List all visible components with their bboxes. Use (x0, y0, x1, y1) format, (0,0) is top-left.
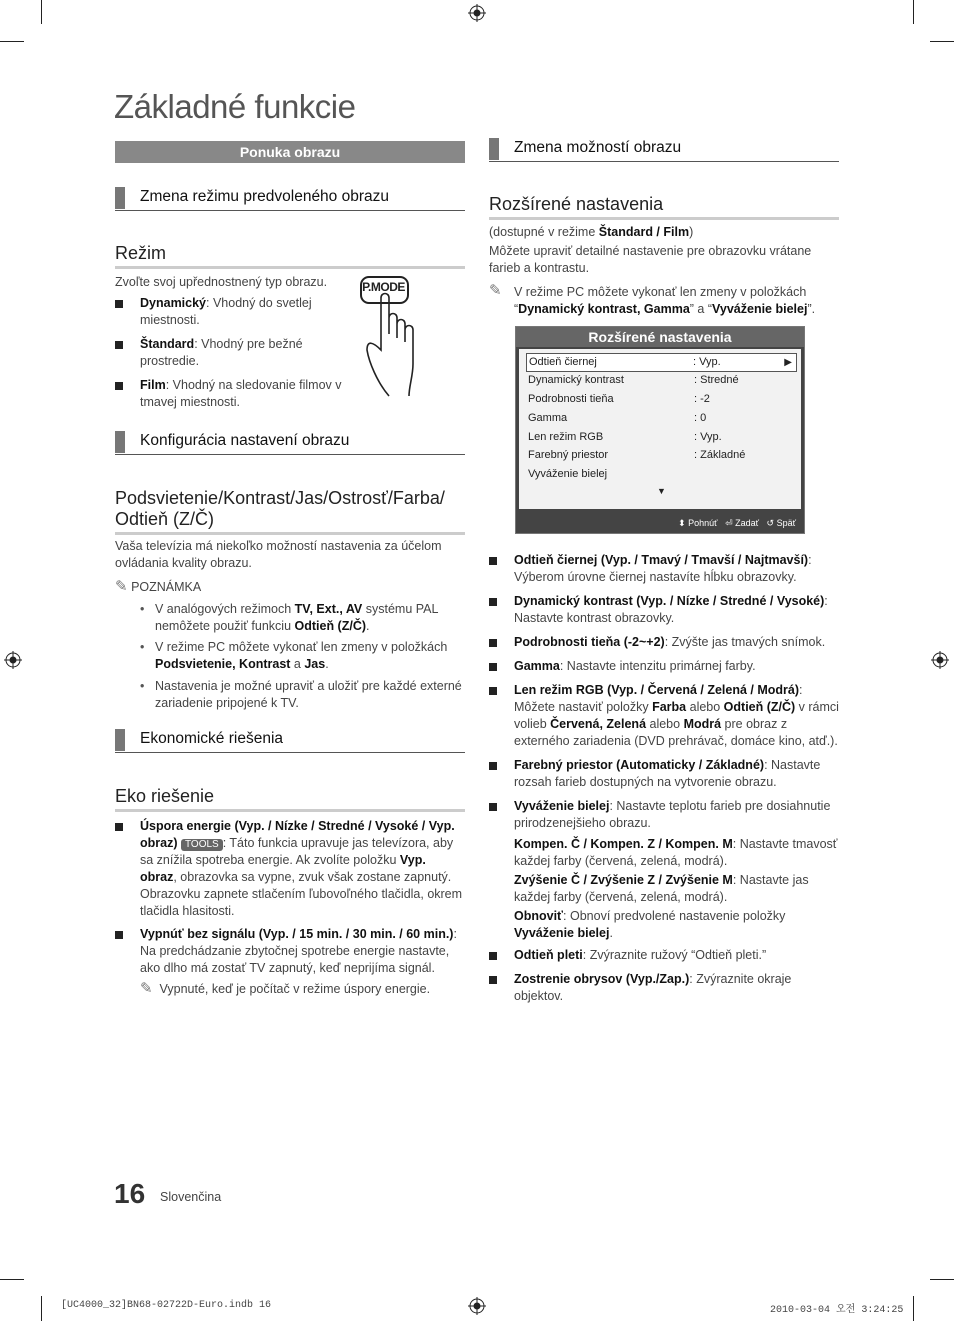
osd-row[interactable]: Farebný priestor : Základné (528, 449, 746, 461)
move-icon: ⬍ (678, 518, 686, 528)
return-icon: ↺ (766, 518, 775, 528)
crop-mark (0, 1279, 24, 1280)
backlight-intro: Vaša televízia má niekoľko možností nastavenia za účelom ovládania kvality obrazu. (115, 539, 442, 570)
registration-mark-icon (468, 1297, 486, 1315)
osd-footer: ⬍ Pohnúť ⏎ Zadať ↺ Späť (678, 518, 796, 528)
list-item: Úspora energie (Vyp. / Nízke / Stredné / Vysoké / Vyp. obraz) TOOLS : Táto funkcia upravuje jas televízora, aby sa znížila spotreba energie. Ak zvolíte položku Vyp. obraz, obrazovka sa vypne, zvuk však zostane zapnutý. Obrazovku zapnete stlačením ľubovoľného tlačidla, okrem tlačidla hlasitosti. (115, 818, 465, 926)
backlight-heading: Podsvietenie/Kontrast/Jas/Ostrosť/Farba/ Odtieň (Z/Č) (115, 488, 465, 535)
file-info: [UC4000_32]BN68-02722D-Euro.indb 16 (61, 1300, 272, 1311)
advanced-heading: Rozšírené nastavenia (489, 194, 839, 220)
list-item: Len režim RGB (Vyp. / Červená / Zelená / Modrá): Môžete nastaviť položky Farba alebo Odtieň (Z/Č) v rámci volieb Červená, Zelená alebo Modrá pre obraz z externého zariadenia (DVD prehrávač, domáce kino, atď.). (489, 682, 839, 757)
arrow-right-icon: ▶ (784, 357, 792, 368)
section-title: Zmena režimu predvoleného obrazu (140, 188, 389, 205)
list-item: Odtieň čiernej (Vyp. / Tmavý / Tmavší / Najtmavší): Výberom úrovne čiernej nastavíte hĺbku obrazovky. (489, 552, 839, 593)
section-header (489, 139, 839, 162)
eko-note: ✎ Vypnuté, keď je počítač v režime úspory energie. (140, 980, 431, 997)
osd-row[interactable]: Podrobnosti tieňa : -2 (528, 393, 710, 405)
list-item: Vypnúť bez signálu (Vyp. / 15 min. / 30 min. / 60 min.): Na predchádzanie zbytočnej spotrebe energie nastavte, ako dlho má zostať TV zapnutý, keď neprijíma signál. (115, 926, 465, 977)
note-list (140, 601, 465, 712)
list-item: Film: Vhodný na sledovanie filmov v tmavej miestnosti. (115, 377, 345, 413)
section-header (115, 188, 465, 211)
crop-mark (913, 1296, 914, 1321)
pencil-icon: ✎ (115, 578, 128, 595)
pencil-icon: ✎ (140, 980, 153, 997)
crop-mark (930, 1279, 954, 1280)
note-label: POZNÁMKA (131, 580, 202, 594)
eko-heading: Eko riešenie (115, 786, 465, 812)
list-item: Gamma: Nastavte intenzitu primárnej farby. (489, 658, 839, 682)
enter-icon: ⏎ (725, 518, 733, 528)
crop-mark (41, 1296, 42, 1321)
sub-item: Zvýšenie Č / Zvýšenie Z / Zvýšenie M: Nastavte jas každej farby (červená, zelená, modrá). (514, 873, 809, 904)
osd-row-selected[interactable]: Odtieň čiernej : Vyp. ▶ (526, 353, 797, 372)
section-title: Konfigurácia nastavení obrazu (140, 432, 350, 449)
rezim-heading: Režim (115, 243, 465, 269)
note-header (115, 578, 455, 596)
list-item: Farebný priestor (Automaticky / Základné): Nastavte rozsah farieb dostupných na vytvorenie obrazu. (489, 757, 839, 798)
pmode-button-label: P.MODE (362, 280, 405, 294)
advanced-intro: Môžete upraviť detailné nastavenie pre obrazovku vrátane farieb a kontrastu. (489, 244, 812, 275)
registration-mark-icon (931, 651, 949, 669)
availability-text: (dostupné v režime Štandard / Film) (489, 225, 694, 239)
advanced-items-list (489, 552, 839, 1003)
page-title: Základné funkcie (114, 88, 356, 125)
crop-mark (41, 0, 42, 24)
crop-mark (930, 41, 954, 42)
list-item: Vyváženie bielej: Nastavte teplotu farieb pre dosiahnutie prirodzenejšieho obrazu. (489, 798, 839, 836)
osd-row[interactable]: Vyváženie bielej (528, 468, 608, 480)
crop-mark (913, 0, 914, 24)
list-item: • Nastavenia je možné upraviť a uložiť pre každé externé zariadenie pripojené k TV. (140, 679, 462, 710)
tools-badge: TOOLS (181, 839, 223, 851)
osd-panel (519, 349, 801, 509)
sub-item: Obnoviť: Obnoví predvolené nastavenie položky Vyváženie bielej. (514, 909, 786, 940)
list-item: Dynamický: Vhodný do svetlej miestnosti. (115, 295, 345, 336)
osd-row[interactable]: Dynamický kontrast : Stredné (528, 374, 739, 386)
section-header (115, 730, 465, 753)
list-item: Štandard: Vhodný pre bežné prostredie. (115, 336, 345, 377)
language-label: Slovenčina (160, 1190, 222, 1204)
rezim-intro: Zvoľte svoj upřednostnený typ obrazu. (115, 275, 328, 289)
section-title: Zmena možností obrazu (514, 139, 682, 156)
mode-list (115, 295, 345, 413)
list-item: Zostrenie obrysov (Vyp./Zap.): Zvýraznite okraje objektov. (489, 971, 839, 995)
menu-bar: Ponuka obrazu (115, 141, 465, 163)
registration-mark-icon (4, 651, 22, 669)
section-title: Ekonomické riešenia (140, 730, 284, 747)
registration-mark-icon (468, 4, 486, 22)
list-item: • V analógových režimoch TV, Ext., AV systému PAL nemôžete použiť funkciu Odtieň (Z/Č). (140, 602, 439, 633)
advanced-settings-osd (515, 326, 805, 534)
pc-note: ✎ V režime PC môžete vykonať len zmeny v položkách “Dynamický kontrast, Gamma” a “Vyváženie bielej”. (489, 282, 816, 316)
print-date: 2010-03-04 오전 3:24:25 (770, 1305, 904, 1316)
osd-row[interactable]: Len režim RGB : Vyp. (528, 431, 722, 443)
list-item: Podrobnosti tieňa (-2~+2): Zvýšte jas tmavých snímok. (489, 634, 839, 658)
osd-title: Rozšírené nastavenia (516, 327, 804, 347)
crop-mark (0, 41, 24, 42)
page-number: 16 (114, 1178, 146, 1209)
osd-row[interactable]: Gamma : 0 (528, 412, 707, 424)
sub-item: Kompen. Č / Kompen. Z / Kompen. M: Nastavte tmavosť každej farby (červená, zelená, modrá). (514, 837, 838, 868)
scroll-down-icon[interactable]: ▼ (657, 486, 666, 496)
list-item: Odtieň pleti: Zvýraznite ružový “Odtieň pleti.” (489, 947, 839, 971)
pencil-icon: ✎ (489, 282, 502, 299)
list-item: Dynamický kontrast (Vyp. / Nízke / Stredné / Vysoké): Nastavte kontrast obrazovky. (489, 593, 839, 634)
list-item: • V režime PC môžete vykonať len zmeny v položkách Podsvietenie, Kontrast a Jas. (140, 640, 448, 671)
section-header (115, 432, 465, 455)
eko-list (115, 818, 465, 977)
